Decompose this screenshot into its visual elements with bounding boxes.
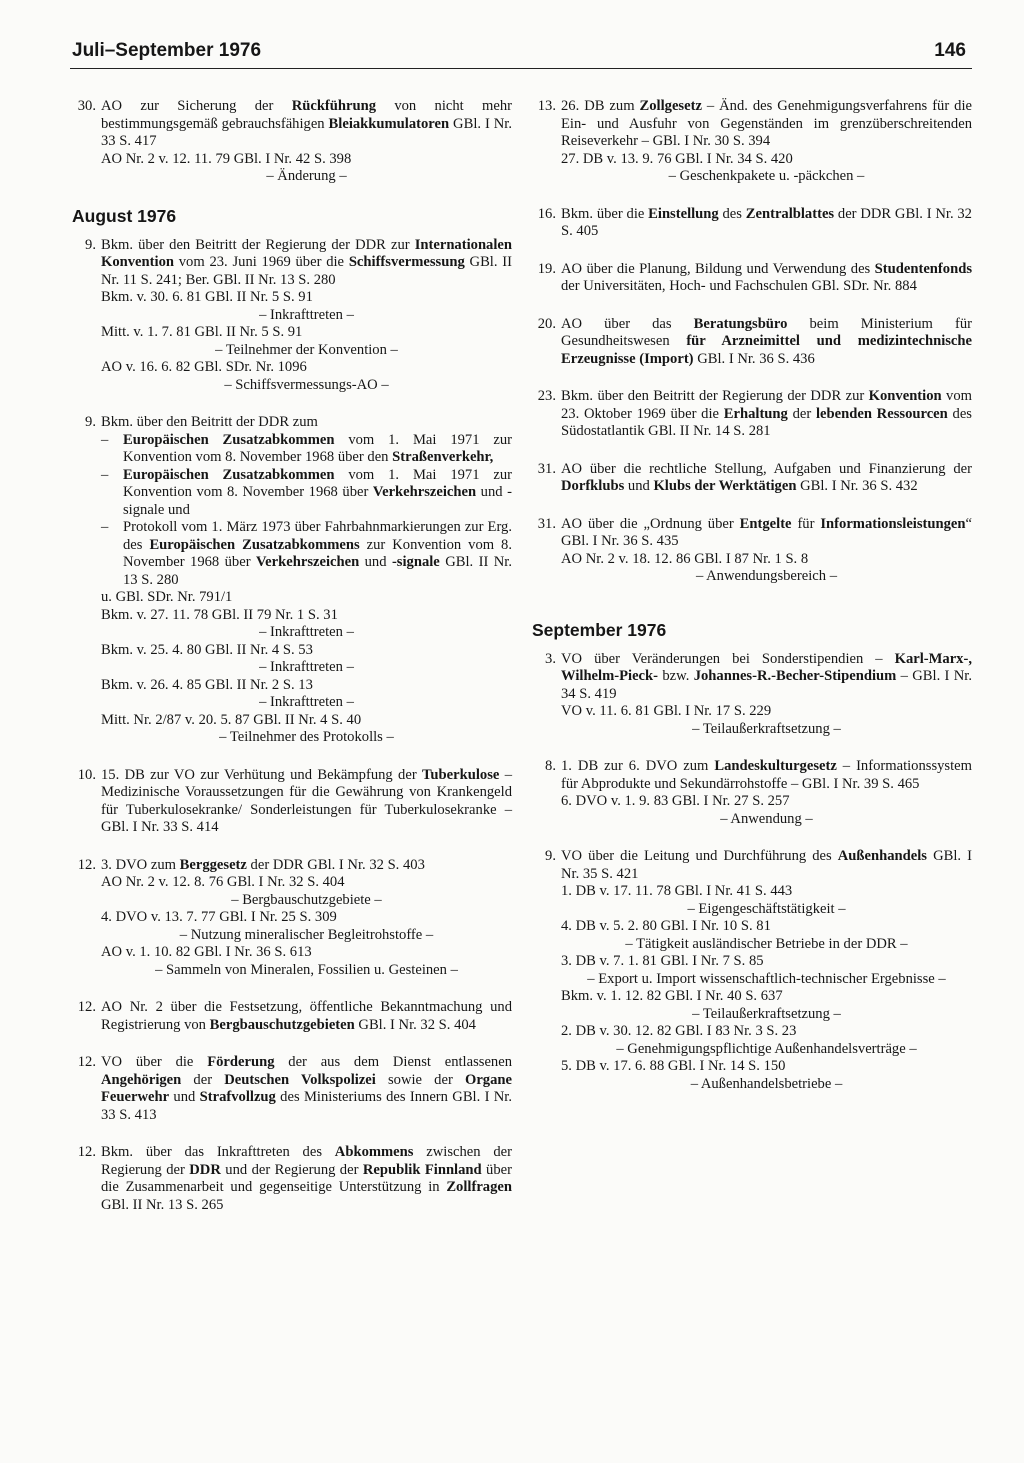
text: für (791, 515, 821, 532)
text: VO über die Leitung und Durchführung des (561, 848, 838, 864)
entry-text (101, 1054, 512, 1124)
text: Bkm. über den Beitritt der Regierung der DDR zur (101, 236, 415, 253)
entry-text (101, 98, 512, 151)
text: beim Ministerium für Gesundheitswesen (561, 315, 972, 349)
text: 15. DB zur VO zur Verhütung und Bekämpfung der (101, 766, 423, 783)
entry-aug-16 (532, 206, 972, 241)
header-rule (70, 68, 972, 69)
entry-number: 9. (85, 414, 96, 430)
entry-number: 20. (537, 315, 556, 332)
entry-aug-12-c (72, 1054, 512, 1124)
entry-number: 12. (77, 999, 96, 1015)
keyword: Internationalen Konvention (101, 236, 512, 270)
keyword: Johannes-R.-Becher-Stipendium (693, 668, 897, 684)
sub-reference: AO v. 16. 6. 82 GBl. SDr. Nr. 1096 (101, 359, 307, 375)
section-spacer (532, 606, 972, 620)
sub-reference: Bkm. v. 26. 4. 85 GBl. II Nr. 2 S. 13 (101, 676, 313, 693)
keyword: Straßenverkehr, (392, 449, 494, 465)
sub-note: – Teilnehmer des Protokolls – (219, 729, 394, 745)
entry-sep-8 (532, 758, 972, 828)
text: AO zur Sicherung der (101, 98, 292, 114)
sub-note: – Geschenkpakete u. -päckchen – (668, 168, 865, 184)
keyword: Europäischen Zusatzabkommens (149, 536, 360, 553)
text: AO über die Planung, Bildung und Verwendung des (561, 260, 875, 277)
entry-number: 16. (537, 205, 556, 222)
entry-aug-31-b (532, 516, 972, 586)
entry-number: 31. (537, 515, 556, 532)
sub-note: – Außenhandelsbetriebe – (690, 1075, 843, 1092)
text: vom 1. Mai 1971 zur Konvention vom 8. November 1968 über den (123, 431, 512, 465)
dash-item (101, 432, 512, 467)
text: der (787, 405, 816, 422)
entry-text (561, 206, 972, 241)
keyword: Zollfragen (446, 1179, 512, 1195)
entry-text (561, 388, 972, 441)
sub-reference: 6. DVO v. 1. 9. 83 GBl. I Nr. 27 S. 257 (561, 793, 790, 809)
text: und (359, 554, 392, 570)
sub-note: – Änderung – (266, 168, 347, 184)
entry-text (561, 316, 972, 369)
entry-number: 3. (545, 650, 556, 667)
keyword: Karl-Marx-, Wilhelm-Pieck- (561, 650, 972, 684)
entry-aug-20 (532, 316, 972, 369)
dash-item (101, 519, 512, 589)
keyword: Erhaltung (723, 405, 788, 422)
entry-number: 31. (537, 460, 556, 477)
keyword: Landeskulturgesetz (714, 758, 837, 774)
entry-number: 12. (77, 1054, 96, 1070)
keyword: Republik Finnland (362, 1161, 482, 1178)
entry-text (101, 999, 512, 1034)
page-header-title: Juli–September 1976 (72, 40, 262, 61)
keyword: Tuberkulose (422, 766, 500, 783)
keyword: -signale (391, 554, 440, 570)
keyword: Klubs der Werktätigen (653, 478, 797, 494)
keyword: für Arzneimittel und medizintechnische Erzeugnisse (Import) (561, 333, 972, 367)
entry-aug-10 (72, 767, 512, 837)
text: GBl. I Nr. 33 S. 417 (101, 115, 513, 149)
sub-note: – Eigengeschäftstätigkeit – (687, 900, 846, 917)
keyword: Bleiakkumulatoren (328, 115, 450, 132)
entry-aug-19 (532, 261, 972, 296)
keyword: Europäischen Zusatzabkommen (123, 431, 335, 448)
dash-item (101, 467, 512, 520)
keyword: Verkehrszeichen (255, 554, 360, 570)
sub-note: – Anwendungsbereich – (695, 568, 838, 584)
keyword: Bergbauschutzgebieten (209, 1016, 355, 1033)
text: zur Konvention vom 8. November 1968 über (123, 536, 513, 570)
entry-aug-9-a (72, 237, 512, 395)
text: 1. DB zur 6. DVO zum (561, 758, 715, 774)
text: Protokoll vom 1. März 1973 über Fahrbahnmarkierungen zur Erg. des (123, 519, 512, 553)
entry-aug-12-b (72, 999, 512, 1034)
keyword: Zentralblattes (745, 205, 835, 222)
sub-reference: Bkm. v. 25. 4. 80 GBl. II Nr. 4 S. 53 (101, 641, 313, 658)
keyword: Verkehrszeichen (372, 484, 477, 500)
text: GBl. II Nr. 13 S. 265 (101, 1196, 224, 1213)
keyword: Außenhandels (837, 848, 927, 864)
keyword: Studentenfonds (874, 260, 972, 277)
text: und (624, 478, 654, 494)
text: AO über die rechtliche Stellung, Aufgaben und Finanzierung der (561, 460, 972, 477)
text: der Universitäten, Hoch- und Fachschulen GBl. SDr. Nr. 884 (561, 278, 917, 294)
entry-30-juli (72, 98, 512, 186)
text: zwischen der Regierung der (101, 1144, 512, 1178)
keyword: Schiffsvermessung (348, 254, 465, 270)
text: “ GBl. I Nr. 36 S. 435 (561, 515, 972, 549)
text: und der Regierung der (220, 1161, 363, 1178)
entry-text (561, 848, 972, 883)
text: und -signale und (123, 484, 512, 518)
text: AO Nr. 2 über die Festsetzung, öffentliche Bekanntmachung und Registrierung von (101, 999, 512, 1033)
sub-reference: Bkm. v. 27. 11. 78 GBl. II 79 Nr. 1 S. 31 (101, 606, 338, 623)
sub-reference: AO Nr. 2 v. 18. 12. 86 GBl. I 87 Nr. 1 S. 8 (561, 550, 809, 567)
sub-note: – Schiffsvermessungs-AO – (224, 376, 389, 393)
keyword: Berggesetz (179, 856, 247, 873)
entry-aug-23 (532, 388, 972, 441)
text: des (718, 205, 746, 222)
entry-text (101, 857, 512, 875)
text: AO über die „Ordnung über (561, 515, 740, 532)
sub-reference: AO Nr. 2 v. 12. 8. 76 GBl. I Nr. 32 S. 404 (101, 874, 345, 890)
entry-text (101, 1144, 512, 1214)
sub-reference: VO v. 11. 6. 81 GBl. I Nr. 17 S. 229 (561, 703, 772, 719)
sub-reference: AO Nr. 2 v. 12. 11. 79 GBl. I Nr. 42 S. 398 (101, 150, 352, 167)
sub-note: – Inkrafttreten – (259, 659, 354, 675)
text: – GBl. I Nr. 34 S. 419 (561, 668, 972, 702)
keyword: Deutschen Volkspolizei (224, 1071, 376, 1088)
sub-note: – Anwendung – (720, 810, 813, 827)
sub-note: – Teilaußerkraftsetzung – (692, 720, 841, 737)
entry-aug-12-d (72, 1144, 512, 1214)
text: – Informationssystem für Abprodukte und Sekundärrohstoffe – GBl. I Nr. 39 S. 465 (561, 758, 972, 792)
sub-note: – Inkrafttreten – (259, 624, 354, 640)
keyword: DDR (189, 1161, 221, 1178)
text: vom 23. Oktober 1969 über die (561, 388, 973, 422)
sub-note: – Bergbauschutzgebiete – (231, 891, 382, 908)
sub-note: – Tätigkeit ausländischer Betriebe in der DDR – (625, 935, 908, 952)
sub-note: – Export u. Import wissenschaftlich-technischer Ergebnisse – (587, 970, 946, 987)
sub-reference: 2. DB v. 30. 12. 82 GBl. I 83 Nr. 3 S. 23 (561, 1023, 797, 1039)
entry-number: 23. (537, 388, 556, 404)
text: 3. DVO zum (101, 856, 180, 873)
entry-number: 19. (537, 260, 556, 277)
sub-reference: 4. DVO v. 13. 7. 77 GBl. I Nr. 25 S. 309 (101, 909, 337, 925)
entry-text (561, 98, 972, 151)
text: GBl. II Nr. 13 S. 280 (123, 554, 512, 588)
sub-note: – Teilaußerkraftsetzung – (692, 1005, 841, 1022)
left-column (72, 98, 512, 1234)
sub-reference: 1. DB v. 17. 11. 78 GBl. I Nr. 41 S. 443 (561, 883, 793, 899)
text: sowie der (375, 1071, 465, 1088)
text: GBl. II Nr. 11 S. 241; Ber. GBl. II Nr. 13 S. 280 (101, 254, 512, 288)
text: des Ministeriums des Innern GBl. I Nr. 33 S. 413 (101, 1089, 513, 1123)
keyword: Dorfklubs (561, 478, 625, 494)
text: der (181, 1071, 225, 1088)
text: Bkm. über den Beitritt der Regierung der DDR zur (561, 388, 869, 404)
entry-number: 12. (77, 856, 96, 873)
sub-reference: 4. DB v. 5. 2. 80 GBl. I Nr. 10 S. 81 (561, 918, 771, 934)
entry-text (101, 767, 512, 837)
entry-text (561, 261, 972, 296)
sub-note: – Inkrafttreten – (259, 306, 354, 323)
text: vom 1. Mai 1971 zur Konvention vom 8. November 1968 über (123, 466, 512, 500)
keyword: Rückführung (291, 98, 377, 114)
sub-reference: Mitt. Nr. 2/87 v. 20. 5. 87 GBl. II Nr. 4 S. 40 (101, 711, 362, 728)
text: der DDR GBl. I Nr. 32 S. 405 (561, 205, 972, 239)
text: vom 23. Juni 1969 über die (173, 254, 349, 270)
sub-reference: Bkm. v. 1. 12. 82 GBl. I Nr. 40 S. 637 (561, 988, 783, 1004)
entry-number: 9. (545, 848, 556, 864)
keyword: Europäischen Zusatzabkommen (123, 466, 335, 483)
keyword: Zollgesetz (639, 98, 702, 114)
sub-reference: u. GBl. SDr. Nr. 791/1 (101, 589, 233, 605)
entry-sep-3 (532, 651, 972, 739)
keyword: lebenden Ressourcen (815, 405, 948, 422)
entry-number: 10. (77, 766, 96, 783)
text: – Änd. des Genehmigungsverfahrens für die Ein- und Ausfuhr von Gegenständen im grenzüberschreitenden Reiseverkehr – GBl. I Nr. 30 S. 394 (561, 98, 972, 149)
text: VO über Veränderungen bei Sonderstipendien – (561, 650, 895, 667)
entry-number: 13. (537, 98, 556, 114)
section-title-september: September 1976 (532, 619, 667, 640)
text: Bkm. über die (561, 205, 649, 222)
sub-reference: AO v. 1. 10. 82 GBl. I Nr. 36 S. 613 (101, 944, 312, 960)
entry-number: 30. (77, 98, 96, 114)
page-number: 146 (934, 40, 966, 61)
sub-note: – Nutzung mineralischer Begleitrohstoffe – (179, 926, 434, 943)
keyword: Organe Feuerwehr (101, 1071, 512, 1105)
entry-aug-12-a (72, 857, 512, 980)
entry-sep-9 (532, 848, 972, 1093)
text: der DDR GBl. I Nr. 32 S. 403 (246, 856, 425, 873)
sub-reference: 3. DB v. 7. 1. 81 GBl. I Nr. 7 S. 85 (561, 953, 764, 969)
text: GBl. I Nr. 35 S. 421 (561, 848, 972, 882)
text: GBl. I Nr. 36 S. 436 (693, 350, 815, 367)
text: GBl. I Nr. 32 S. 404 (354, 1016, 476, 1033)
keyword: Konvention (868, 388, 942, 404)
keyword: Einstellung (648, 205, 719, 222)
entry-aug-31-a (532, 461, 972, 496)
sub-note: – Sammeln von Mineralen, Fossilien u. Gesteinen – (155, 961, 458, 978)
keyword: Angehörigen (101, 1071, 182, 1088)
entry-text: Bkm. über den Beitritt der DDR zum (101, 414, 318, 430)
entry-number: 9. (85, 236, 96, 253)
text: des Südostatlantik GBl. II Nr. 14 S. 281 (561, 405, 972, 439)
keyword: Beratungsbüro (693, 315, 788, 332)
sub-note: – Genehmigungspflichtige Außenhandelsverträge – (616, 1040, 917, 1057)
text: GBl. I Nr. 36 S. 432 (796, 478, 918, 494)
entry-number: 8. (545, 758, 556, 774)
entry-text (561, 461, 972, 496)
entry-text (561, 758, 972, 793)
entry-aug-13 (532, 98, 972, 186)
right-column (532, 98, 972, 1113)
entry-number: 12. (77, 1144, 96, 1160)
text: über die Zusammenarbeit und gegenseitige Unterstützung in (101, 1161, 512, 1195)
sub-reference: 27. DB v. 13. 9. 76 GBl. I Nr. 34 S. 420 (561, 150, 793, 167)
section-title-august: August 1976 (72, 205, 177, 226)
keyword: Entgelte (739, 515, 792, 532)
sub-note: – Inkrafttreten – (259, 694, 354, 710)
entry-text (101, 237, 512, 290)
text: AO über das (561, 315, 694, 332)
keyword: Abkommens (334, 1144, 414, 1160)
sub-reference: Bkm. v. 30. 6. 81 GBl. II Nr. 5 S. 91 (101, 289, 313, 305)
text: bzw. (658, 668, 694, 684)
keyword: Förderung (207, 1054, 275, 1070)
keyword: Informationsleistungen (820, 515, 966, 532)
text: und (169, 1089, 200, 1105)
entry-text (561, 516, 972, 551)
sub-reference: 5. DB v. 17. 6. 88 GBl. I Nr. 14 S. 150 (561, 1058, 786, 1074)
text: 26. DB zum (561, 98, 640, 114)
text: – Medizinische Voraussetzungen für die Gewährung von Krankengeld für Tuberkulosekranke/ Sonderleistungen für Tuberkulosekranke – GBl. I Nr. 33 S. 414 (101, 766, 512, 835)
entry-text (561, 651, 972, 704)
text: VO über die (101, 1054, 208, 1070)
text: von nicht mehr bestimmungsgemäß gebrauchsfähigen (101, 98, 512, 132)
entry-aug-9-b (72, 414, 512, 747)
keyword: Strafvollzug (199, 1089, 276, 1105)
sub-reference: Mitt. v. 1. 7. 81 GBl. II Nr. 5 S. 91 (101, 324, 303, 340)
text: Bkm. über das Inkrafttreten des (101, 1144, 335, 1160)
text: der aus dem Dienst entlassenen (274, 1054, 512, 1070)
sub-note: – Teilnehmer der Konvention – (215, 341, 398, 358)
